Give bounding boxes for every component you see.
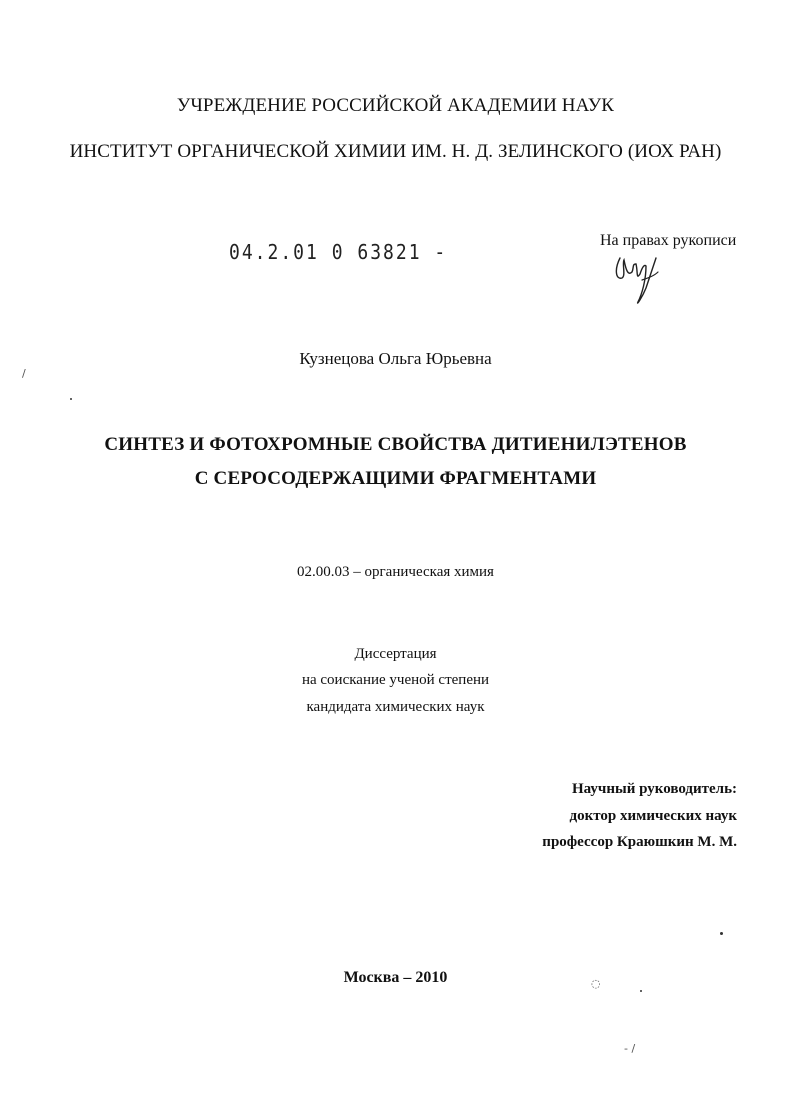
scan-mark: / — [22, 367, 26, 380]
city-year: Москва – 2010 — [343, 969, 448, 986]
scan-speck — [70, 398, 72, 400]
scan-mark: - / — [624, 1042, 636, 1055]
author-signature — [612, 250, 662, 310]
supervisor-label: Научный руководитель: — [572, 781, 737, 797]
supervisor-degree: доктор химических наук — [569, 808, 737, 824]
dissertation-title-line-2: С СЕРОСОДЕРЖАЩИМИ ФРАГМЕНТАМИ — [194, 468, 597, 489]
dissertation-title-line-1: СИНТЕЗ И ФОТОХРОМНЫЕ СВОЙСТВА ДИТИЕНИЛЭТЕНОВ — [104, 434, 687, 455]
manuscript-rights-label: На правах рукописи — [600, 232, 737, 249]
scan-mark: ◌ — [591, 977, 601, 990]
organization-name: УЧРЕЖДЕНИЕ РОССИЙСКОЙ АКАДЕМИИ НАУК — [176, 95, 615, 116]
degree-purpose: на соискание ученой степени — [301, 672, 490, 688]
author-name: Кузнецова Ольга Юрьевна — [299, 349, 492, 368]
supervisor-name: профессор Краюшкин М. М. — [542, 834, 737, 850]
scan-speck — [640, 990, 642, 992]
dissertation-label: Диссертация — [354, 646, 437, 662]
institute-name: ИНСТИТУТ ОРГАНИЧЕСКОЙ ХИМИИ ИМ. Н. Д. ЗЕЛИНСКОГО (ИОХ РАН) — [69, 141, 722, 162]
specialty-code: 02.00.03 – органическая химия — [297, 564, 494, 580]
scan-speck — [720, 932, 723, 935]
registration-stamp: 04.2.01 0 63821 - — [229, 240, 448, 265]
degree-name: кандидата химических наук — [306, 699, 485, 715]
